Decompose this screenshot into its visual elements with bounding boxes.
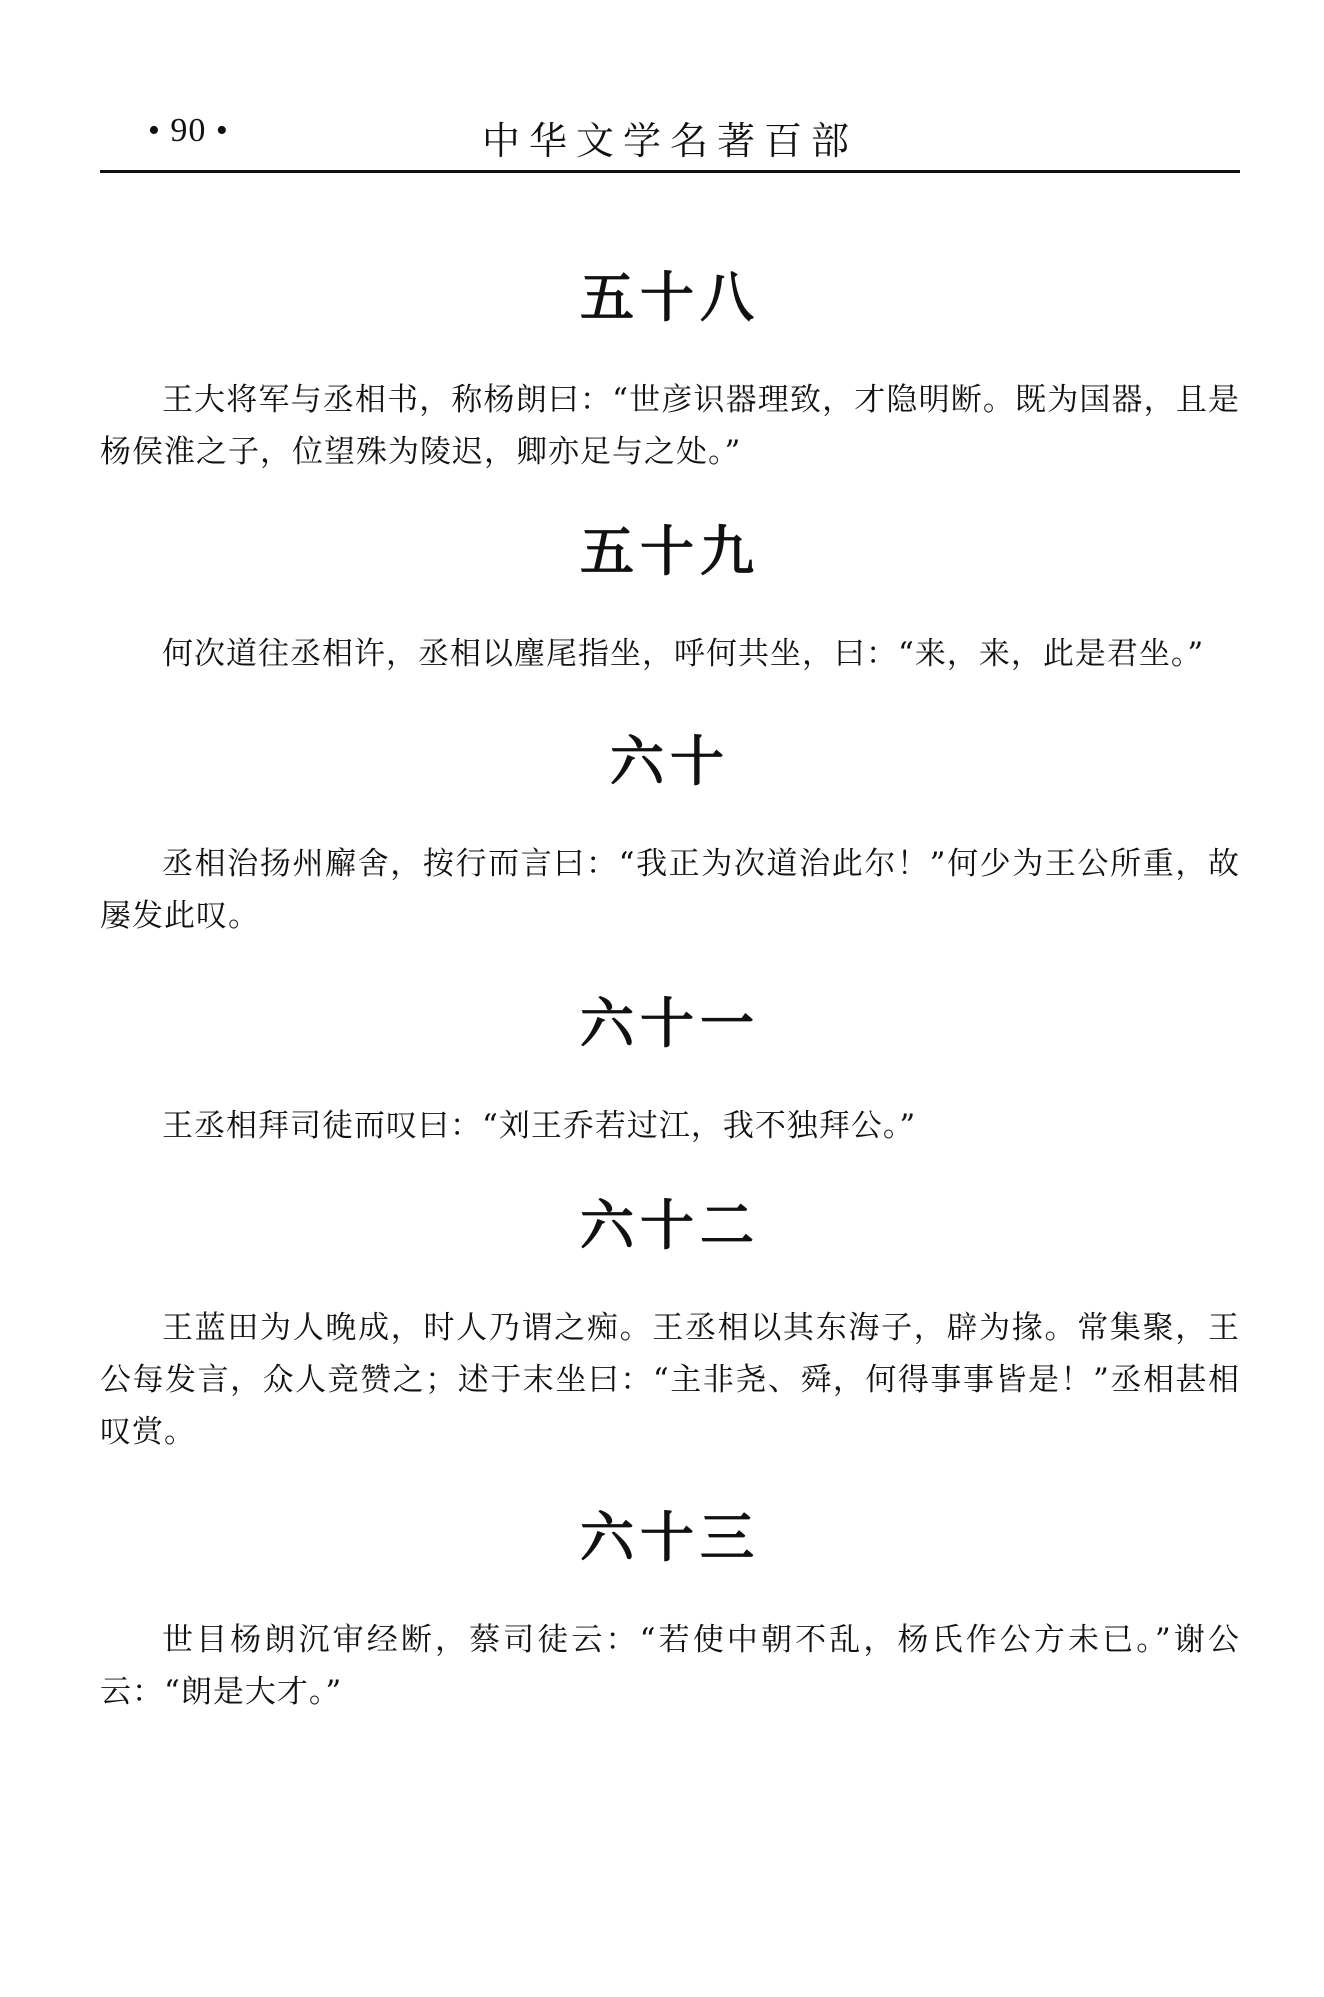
section-heading: 六十: [610, 730, 730, 793]
section-60: [100, 722, 1240, 942]
section-63: [100, 1498, 1240, 1718]
section-heading: 六十三: [580, 1506, 760, 1569]
section-text: 何次道往丞相许，丞相以麈尾指坐，呼何共坐，曰：“来，来，此是君坐。”: [162, 636, 1205, 672]
section-text: 王大将军与丞相书，称杨朗曰：“世彦识器理致，才隐明断。既为国器，且是杨侯淮之子，位望殊为陵迟，卿亦足与之处。”: [100, 382, 1240, 470]
section-62: [100, 1186, 1240, 1458]
section-text: 王丞相拜司徒而叹曰：“刘王乔若过江，我不独拜公。”: [162, 1108, 917, 1144]
section-61: [100, 984, 1240, 1152]
page-body: [100, 258, 1240, 1718]
section-heading: 六十二: [580, 1194, 760, 1257]
header-rule: [100, 170, 1240, 173]
section-text: 王蓝田为人晚成，时人乃谓之痴。王丞相以其东海子，辟为掾。常集聚，王公每发言，众人竞赞之；述于末坐曰：“主非尧、舜，何得事事皆是！”丞相甚相叹赏。: [100, 1310, 1240, 1450]
section-58: [100, 258, 1240, 478]
page-header: [100, 108, 1240, 168]
section-heading: 五十九: [580, 520, 760, 583]
section-text: 世目杨朗沉审经断，蔡司徒云：“若使中朝不乱，杨氏作公方未已。”谢公云：“朗是大才。”: [100, 1622, 1240, 1710]
running-title: 中华文学名著百部: [481, 119, 858, 163]
section-59: [100, 512, 1240, 680]
page-number: • 90 •: [148, 112, 229, 149]
section-heading: 六十一: [580, 992, 760, 1055]
section-heading: 五十八: [580, 266, 760, 329]
section-text: 丞相治扬州廨舍，按行而言曰：“我正为次道治此尔！”何少为王公所重，故屡发此叹。: [100, 846, 1240, 934]
